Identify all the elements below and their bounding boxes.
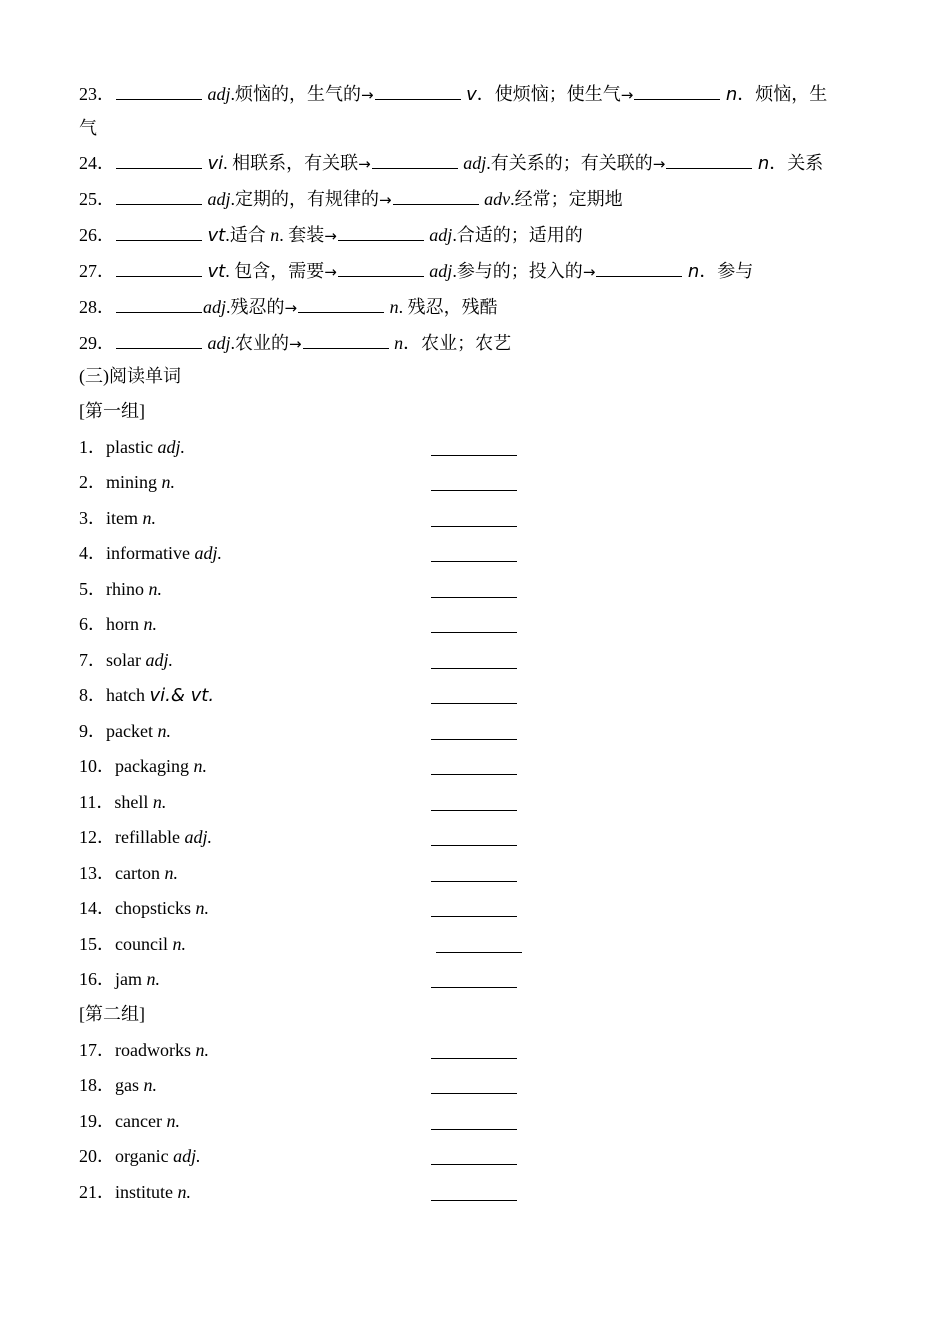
pos-tag: adj.	[157, 437, 186, 457]
definition: . 相联系，有关联	[223, 153, 359, 173]
arrow-icon: →	[324, 263, 337, 281]
item-number: 7．	[79, 650, 106, 670]
vocab-item-15	[79, 931, 186, 957]
vocab-item-13	[79, 860, 178, 886]
vocab-item-5	[79, 576, 162, 602]
arrow-icon: →	[652, 155, 666, 173]
item-number: 5．	[79, 579, 106, 599]
vocab-item-17	[79, 1037, 209, 1063]
vocab-word: informative	[106, 543, 195, 563]
item-number: 20．	[79, 1146, 115, 1166]
word-form-item-25	[79, 184, 623, 210]
vocab-word: jam	[115, 969, 147, 989]
pos-tag: adj.	[194, 543, 222, 563]
item-number: 23．	[79, 84, 115, 104]
definition: . 残忍，残酷	[398, 297, 498, 317]
vocab-item-8	[79, 682, 214, 708]
definition: . 包含，需要	[225, 261, 325, 281]
pos-tag: adj	[429, 261, 453, 281]
answer-blank[interactable]	[431, 1146, 517, 1165]
pos-tag: n.	[148, 579, 162, 599]
item-number: 9．	[79, 721, 106, 741]
section-title: (三)阅读单词	[79, 366, 181, 386]
vocab-item-12	[79, 824, 212, 850]
arrow-icon: →	[379, 191, 392, 209]
pos-tag: n.	[157, 721, 171, 741]
definition: .参与的；投入的	[452, 261, 583, 281]
answer-blank[interactable]	[431, 1075, 517, 1094]
pos-tag: n.	[166, 1111, 180, 1131]
vocab-word: carton	[115, 863, 165, 883]
answer-blank[interactable]	[431, 756, 517, 775]
pos-tag: adj	[463, 153, 487, 173]
pos-tag: n.	[146, 969, 160, 989]
answer-blank[interactable]	[431, 685, 517, 704]
vocab-item-21	[79, 1179, 191, 1205]
answer-blank[interactable]	[372, 148, 458, 169]
answer-blank[interactable]	[116, 328, 202, 349]
word-form-item-24	[79, 148, 823, 174]
item-number: 25．	[79, 189, 115, 209]
vocab-word: horn	[106, 614, 144, 634]
answer-blank[interactable]	[666, 148, 752, 169]
definition: ．烦恼，生	[737, 84, 828, 104]
vocab-item-14	[79, 895, 209, 921]
answer-blank[interactable]	[116, 148, 202, 169]
definition: .有关系的；有关联的	[486, 153, 653, 173]
vocab-item-2	[79, 469, 175, 495]
arrow-icon: →	[358, 155, 371, 173]
definition: .烦恼的，生气的	[230, 84, 362, 104]
item-number: 26．	[79, 225, 115, 245]
item-number: 21．	[79, 1182, 115, 1202]
arrow-icon: →	[361, 86, 374, 104]
vocab-word: cancer	[115, 1111, 167, 1131]
arrow-icon: →	[620, 86, 634, 104]
group-title-1: [第一组]	[79, 401, 145, 421]
pos-tag: n.	[142, 508, 156, 528]
vocab-word: rhino	[106, 579, 149, 599]
item-number: 6．	[79, 614, 106, 634]
pos-tag: v	[466, 84, 477, 105]
item-number: 11．	[79, 792, 115, 812]
answer-blank[interactable]	[431, 898, 517, 917]
item-number: 3．	[79, 508, 106, 528]
item-number: 27．	[79, 261, 115, 281]
pos-tag: n.	[152, 792, 167, 812]
word-form-item-23	[79, 79, 827, 105]
pos-tag: vt	[207, 225, 226, 246]
arrow-icon: →	[582, 263, 596, 281]
vocab-word: plastic	[106, 437, 158, 457]
item-number: 2．	[79, 472, 106, 492]
answer-blank[interactable]	[436, 934, 522, 953]
answer-blank[interactable]	[431, 863, 517, 882]
pos-tag: n.	[193, 756, 207, 776]
item-number: 13．	[79, 863, 115, 883]
definition-wrap: 气	[79, 118, 97, 138]
answer-blank[interactable]	[431, 792, 517, 811]
pos-tag: adj.	[173, 1146, 201, 1166]
answer-blank[interactable]	[596, 256, 682, 277]
answer-blank[interactable]	[431, 614, 517, 633]
pos-tag: adj	[207, 333, 231, 353]
group-title-2: [第二组]	[79, 1004, 145, 1024]
definition: ．使烦恼；使生气	[476, 84, 621, 104]
item-number: 15．	[79, 934, 115, 954]
answer-blank[interactable]	[298, 292, 384, 313]
answer-blank[interactable]	[116, 220, 202, 241]
item-number: 10．	[79, 756, 115, 776]
item-number: 24．	[79, 153, 115, 173]
answer-blank[interactable]	[431, 650, 517, 669]
vocab-item-3	[79, 505, 156, 531]
vocab-word: mining	[106, 472, 162, 492]
answer-blank[interactable]	[303, 328, 389, 349]
answer-blank[interactable]	[431, 508, 517, 527]
pos-tag: n.	[143, 1075, 157, 1095]
item-number: 16．	[79, 969, 115, 989]
vocab-word: packet	[106, 721, 158, 741]
answer-blank[interactable]	[431, 437, 517, 456]
pos-tag: adj	[203, 297, 227, 317]
pos-tag: vt	[207, 261, 226, 282]
pos-tag: n.	[164, 863, 178, 883]
vocab-word: packaging	[115, 756, 194, 776]
answer-blank[interactable]	[116, 184, 202, 205]
item-number: 4．	[79, 543, 106, 563]
answer-blank[interactable]	[116, 256, 202, 277]
answer-blank[interactable]	[634, 79, 720, 100]
vocab-item-4	[79, 540, 222, 566]
word-form-item-27	[79, 256, 753, 282]
answer-blank[interactable]	[431, 721, 517, 740]
item-number: 18．	[79, 1075, 115, 1095]
definition: .经常；定期地	[510, 189, 623, 209]
definition: .合适的；适用的	[452, 225, 583, 245]
answer-blank[interactable]	[431, 579, 517, 598]
vocab-word: roadworks	[115, 1040, 196, 1060]
vocab-item-19	[79, 1108, 180, 1134]
answer-blank[interactable]	[431, 969, 517, 988]
pos-tag: adj	[207, 189, 231, 209]
word-form-item-28	[79, 292, 498, 318]
item-number: 1．	[79, 437, 106, 457]
pos-tag: n.	[195, 898, 209, 918]
vocab-item-20	[79, 1143, 201, 1169]
pos-tag: n.	[195, 1040, 209, 1060]
vocab-word: solar	[106, 650, 146, 670]
pos-tag: n	[270, 225, 280, 245]
answer-blank[interactable]	[431, 1182, 517, 1201]
answer-blank[interactable]	[431, 1111, 517, 1130]
answer-blank[interactable]	[116, 79, 202, 100]
definition: ．关系	[769, 153, 824, 173]
answer-blank[interactable]	[431, 827, 517, 846]
answer-blank[interactable]	[431, 472, 517, 491]
vocab-word: hatch	[106, 685, 150, 705]
pos-tag: n.	[161, 472, 176, 492]
vocab-item-6	[79, 611, 157, 637]
vocab-word: shell	[114, 792, 153, 812]
definition: .适合	[225, 225, 271, 245]
pos-tag: vi.& vt.	[149, 685, 215, 706]
item-number: 29．	[79, 333, 115, 353]
vocab-word: refillable	[115, 827, 185, 847]
item-number: 19．	[79, 1111, 115, 1131]
item-number: 12．	[79, 827, 115, 847]
vocab-word: gas	[115, 1075, 144, 1095]
word-form-item-29	[79, 328, 511, 354]
definition: .残忍的	[226, 297, 285, 317]
vocab-item-11	[79, 789, 166, 815]
definition: ．参与	[699, 261, 754, 281]
pos-tag: n	[389, 297, 399, 317]
definition: .农业的	[230, 333, 290, 353]
pos-tag: n	[687, 261, 700, 282]
arrow-icon: →	[284, 299, 298, 317]
pos-tag: n.	[143, 614, 157, 634]
word-form-item-26	[79, 220, 583, 246]
pos-tag: adj	[429, 225, 453, 245]
answer-blank[interactable]	[375, 79, 461, 100]
arrow-icon: →	[289, 335, 302, 353]
word-form-item-23-wrap	[79, 115, 97, 141]
answer-blank[interactable]	[338, 256, 424, 277]
vocab-item-9	[79, 718, 171, 744]
pos-tag: n.	[172, 934, 186, 954]
pos-tag: adv	[484, 189, 511, 209]
vocab-word: organic	[115, 1146, 174, 1166]
pos-tag: n	[757, 153, 770, 174]
vocab-item-10	[79, 753, 207, 779]
answer-blank[interactable]	[116, 292, 202, 313]
vocab-word: institute	[115, 1182, 178, 1202]
pos-tag: adj	[207, 84, 231, 104]
item-number: 28．	[79, 297, 115, 317]
vocab-item-16	[79, 966, 160, 992]
item-number: 14．	[79, 898, 115, 918]
vocab-item-1	[79, 434, 185, 460]
pos-tag: n	[725, 84, 738, 105]
definition: ．农业；农艺	[403, 333, 512, 353]
answer-blank[interactable]	[431, 1040, 517, 1059]
vocab-item-7	[79, 647, 173, 673]
pos-tag: n	[394, 333, 404, 353]
item-number: 17．	[79, 1040, 115, 1060]
pos-tag: n.	[177, 1182, 191, 1202]
item-number: 8．	[79, 685, 106, 705]
arrow-icon: →	[324, 227, 337, 245]
vocab-word: council	[115, 934, 173, 954]
pos-tag: adj.	[184, 827, 212, 847]
answer-blank[interactable]	[338, 220, 424, 241]
vocab-word: item	[106, 508, 143, 528]
definition: .定期的，有规律的	[230, 189, 380, 209]
pos-tag: adj.	[145, 650, 174, 670]
answer-blank[interactable]	[431, 543, 517, 562]
vocab-word: chopsticks	[115, 898, 196, 918]
answer-blank[interactable]	[393, 184, 479, 205]
pos-tag: vi	[207, 153, 224, 174]
definition: . 套装	[279, 225, 325, 245]
vocab-item-18	[79, 1072, 157, 1098]
